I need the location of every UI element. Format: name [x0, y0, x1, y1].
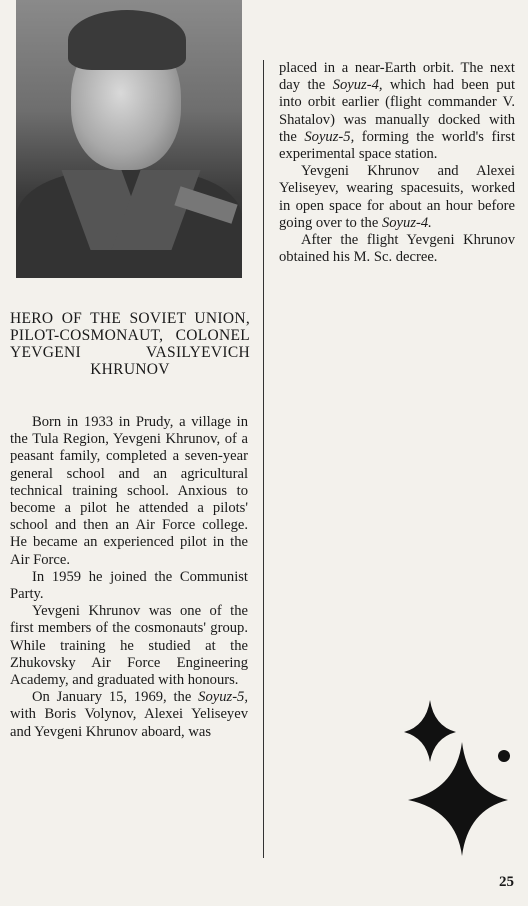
- text-run: placed in a near-Earth orbit. The next day the: [279, 60, 515, 94]
- text-run: forming the world's first experimental space station.: [279, 128, 515, 163]
- left-text-column: [10, 414, 248, 741]
- paragraph-degree: After the flight Yevgeni Khrunov obtained his M. Sc. decree.: [279, 232, 515, 266]
- paragraph-docking: [279, 60, 515, 163]
- text-run: Yevgeni Khrunov and Alexei Yeliseyev, wearing spacesuits, worked in open space for about an hour before going over to the: [279, 163, 515, 231]
- text-run: which had been put into orbit earlier (flight commander V. Shatalov) was manually docked with the: [279, 77, 515, 145]
- spacecraft-name: Soyuz-4.: [381, 214, 432, 231]
- dot-star-icon: [498, 750, 510, 762]
- text-run: On January 15, 1969, the: [32, 689, 199, 706]
- spacecraft-name: Soyuz-4,: [332, 77, 383, 94]
- paragraph-cosmonaut-group: Yevgeni Khrunov was one of the first members of the cosmonauts' group. While training he studied at the Zhukovsky Air Force Engineering Academy, and graduated with honours.: [10, 603, 248, 689]
- paragraph-early-life: Born in 1933 in Prudy, a village in the Tula Region, Yevgeni Khrunov, of a peasant family, completed a seven-year general school and an agricultural technical training school. Anxious to become a pilot he attended a pilots' school and then an Air Force college. He became an experienced pilot in the Air Force.: [10, 414, 248, 568]
- cosmonaut-portrait-photo: [16, 0, 242, 278]
- paragraph-spacewalk: [279, 163, 515, 232]
- biography-heading: HERO OF THE SOVIET UNION, PILOT-COSMONAUT, COLONEL YEVGENI VASILYEVICH KHRUNOV: [10, 310, 250, 378]
- stars-decoration: [404, 698, 524, 858]
- spacecraft-name: Soyuz-5,: [198, 689, 248, 706]
- hair: [68, 10, 186, 70]
- text-run: with Boris Volynov, Alexei Yeliseyev and Yevgeni Khrunov aboard, was: [10, 706, 248, 740]
- column-divider: [263, 60, 264, 858]
- spacecraft-name: Soyuz-5,: [304, 128, 355, 145]
- paragraph-flight-start: [10, 689, 248, 741]
- page-number: 25: [499, 874, 514, 890]
- paragraph-party: In 1959 he joined the Communist Party.: [10, 568, 248, 603]
- large-star-icon: [408, 742, 508, 856]
- right-text-column: [279, 60, 515, 266]
- small-star-icon: [404, 700, 456, 762]
